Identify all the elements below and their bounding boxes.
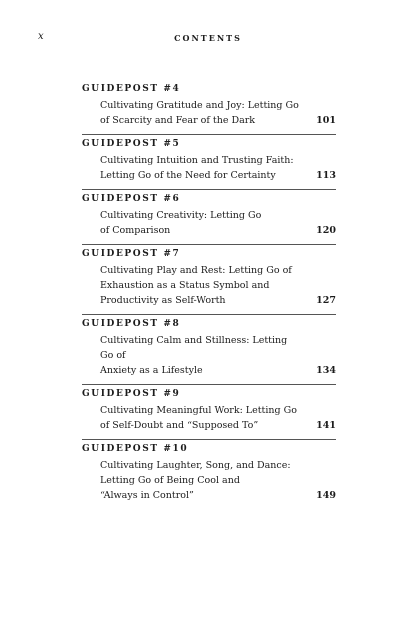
toc-section <box>82 439 336 503</box>
entry-title-line: Exhaustion as a Status Symbol and <box>100 280 270 291</box>
guidepost-label: GUIDEPOST #5 <box>82 139 181 149</box>
entry-page-number: 149 <box>316 490 336 501</box>
toc-section <box>82 80 336 128</box>
table-of-contents <box>82 80 336 509</box>
entry-page-number: 101 <box>316 115 336 126</box>
entry-title-line: Letting Go of the Need for Certainty <box>100 170 276 181</box>
entry-page-number: 141 <box>316 420 336 431</box>
entry-title-line: of Comparison <box>100 225 171 236</box>
toc-entry[interactable] <box>82 403 336 433</box>
guidepost-label: GUIDEPOST #8 <box>82 319 181 329</box>
toc-section <box>82 189 336 238</box>
guidepost-label: GUIDEPOST #4 <box>82 84 181 94</box>
entry-title-line: Cultivating Meaningful Work: Letting Go <box>100 405 297 416</box>
toc-entry[interactable] <box>82 333 336 378</box>
guidepost-label: GUIDEPOST #10 <box>82 444 189 454</box>
entry-title-line: Cultivating Laughter, Song, and Dance: <box>100 460 291 471</box>
toc-entry[interactable] <box>82 458 336 503</box>
toc-entry[interactable] <box>82 263 336 308</box>
entry-title-line: Productivity as Self-Worth <box>100 295 226 306</box>
guidepost-label: GUIDEPOST #7 <box>82 249 181 259</box>
entry-title-line: Letting Go of Being Cool and <box>100 475 240 486</box>
toc-section <box>82 134 336 183</box>
entry-title-line: Cultivating Creativity: Letting Go <box>100 210 262 221</box>
toc-section <box>82 244 336 308</box>
toc-section <box>82 314 336 378</box>
entry-page-number: 134 <box>316 365 336 376</box>
page-number: x <box>38 31 45 42</box>
entry-title-line: “Always in Control” <box>100 490 194 501</box>
entry-title-line: of Self-Doubt and “Supposed To” <box>100 420 259 431</box>
entry-page-number: 113 <box>316 170 336 181</box>
toc-entry[interactable] <box>82 208 336 238</box>
entry-title-line: Cultivating Calm and Stillness: Letting Go of <box>100 335 288 361</box>
toc-entry[interactable] <box>82 98 336 128</box>
entry-title-line: Cultivating Intuition and Trusting Faith: <box>100 155 294 166</box>
entry-title-line: Anxiety as a Lifestyle <box>100 365 203 376</box>
entry-title-line: of Scarcity and Fear of the Dark <box>100 115 256 126</box>
running-head: CONTENTS <box>174 33 242 43</box>
entry-title-line: Cultivating Play and Rest: Letting Go of <box>100 265 292 276</box>
entry-page-number: 120 <box>316 225 336 236</box>
entry-page-number: 127 <box>316 295 336 306</box>
guidepost-label: GUIDEPOST #9 <box>82 389 181 399</box>
entry-title-line: Cultivating Gratitude and Joy: Letting Go <box>100 100 299 111</box>
toc-section <box>82 384 336 433</box>
toc-entry[interactable] <box>82 153 336 183</box>
guidepost-label: GUIDEPOST #6 <box>82 194 181 204</box>
